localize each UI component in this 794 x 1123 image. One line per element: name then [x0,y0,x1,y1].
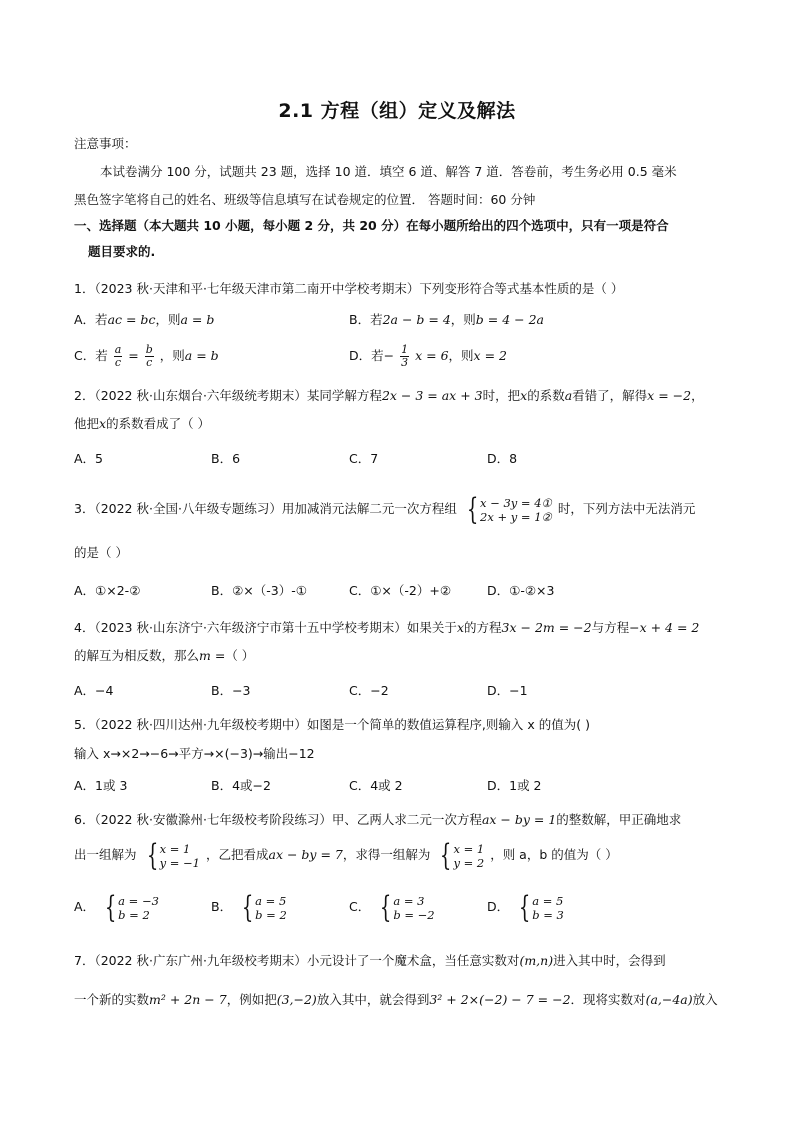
q3-option-a: A．①×2-② [74,583,141,598]
q5-option-a: A．1或 3 [74,778,128,793]
q7-stem-cont: 一个新的实数m² + 2n − 7，例如把(3,−2)放入其中，就会得到3² + 2×(−2) − 7 = −2．现将实数对(a,−4a)放入 [74,992,718,1007]
q5-flow: 输入 x→×2→−6→平方→×(−3)→输出−12 [74,746,315,761]
page-title: 2.1 方程（组）定义及解法 [278,100,516,122]
q3-stem-cont: 的是（ ） [74,545,128,560]
section-1-header: 一、选择题（本大题共 10 小题，每小题 2 分，共 20 分）在每小题所给出的四个选项中，只有一项是符合 [74,218,669,233]
q1-stem: 1．（2023 秋·天津和平·七年级天津市第二南开中学校考期末）下列变形符合等式基本性质的是（ ） [74,281,624,296]
q6-stem-cont: 出一组解为 { x = 1 y = −1 ，乙把看成ax − by = 7，求得一组解为 { x = 1 y = 2 ，则 a，b 的值为（ ） [74,837,618,873]
fraction: $\frac{a}{c}$ [114,343,122,369]
fraction: $\frac{b}{c}$ [145,343,153,369]
q4-stem-cont: 的解互为相反数，那么m =（ ） [74,648,255,663]
section-1-header-cont: 题目要求的. [88,244,156,259]
q5-stem: 5．（2022 秋·四川达州·九年级校考期中）如图是一个简单的数值运算程序,则输入 x 的值为( ) [74,717,590,732]
q1-option-a: A．若ac = bc，则a = b [74,312,215,327]
q3-option-c: C．①×（-2）+② [349,583,452,598]
equation-system: { a = 3 b = −2 [380,889,435,925]
q6-option-d: D． { a = 5 b = 3 [487,889,564,925]
equation-system: { a = 5 b = 3 [518,889,564,925]
q5-option-d: D．1或 2 [487,778,542,793]
q1-option-d: D．若− $\frac{1}{3}$ x = 6，则x = 2 [349,343,507,369]
q4-stem: 4．（2023 秋·山东济宁·六年级济宁市第十五中学校考期末）如果关于x的方程3x − 2m = −2与方程−x + 4 = 2 [74,620,700,635]
equation-system: { a = 5 b = 2 [241,889,287,925]
q1-option-b: B．若2a − b = 4，则b = 4 − 2a [349,312,544,327]
q1-option-c: C．若 $\frac{a}{c}$ = $\frac{b}{c}$ ，则a = b [74,343,219,369]
q7-stem: 7．（2022 秋·广东广州·九年级校考期末）小元设计了一个魔术盒，当任意实数对(m,n)进入其中时，会得到 [74,953,666,968]
q3-stem: 3．（2022 秋·全国·八年级专题练习）用加减消元法解二元一次方程组 { x − 3y = 4① 2x + y = 1② 时，下列方法中无法消元 [74,491,696,527]
q4-option-a: A．−4 [74,683,114,698]
q2-stem: 2．（2022 秋·山东烟台·六年级统考期末）某同学解方程2x − 3 = ax + 3时，把x的系数a看错了，解得x = −2， [74,388,704,403]
equation-system: { x = 1 y = −1 [146,837,200,873]
q2-option-a: A．5 [74,451,104,466]
q5-option-b: B．4或−2 [211,778,271,793]
q2-option-b: B．6 [211,451,241,466]
q4-option-c: C．−2 [349,683,389,698]
q2-option-c: C．7 [349,451,379,466]
equation-system: { a = −3 b = 2 [104,889,159,925]
notice-heading: 注意事项： [74,136,137,151]
q6-stem: 6．（2022 秋·安徽滁州·七年级校考阶段练习）甲、乙两人求二元一次方程ax − by = 1的整数解，甲正确地求 [74,812,682,827]
q3-option-b: B．②×（-3）-① [211,583,307,598]
q2-stem-cont: 他把x的系数看成了（ ） [74,416,211,431]
equation-system: { x = 1 y = 2 [440,837,485,873]
fraction: $\frac{1}{3}$ [401,343,409,369]
q5-option-c: C．4或 2 [349,778,403,793]
notice-line-2: 黑色签字笔将自己的姓名、班级等信息填写在试卷规定的位置． 答题时间：60 分钟 [74,192,536,207]
q4-option-b: B．−3 [211,683,251,698]
equation-system: { x − 3y = 4① 2x + y = 1② [466,491,552,527]
notice-line-1: 本试卷满分 100 分，试题共 23 题，选择 10 道．填空 6 道、解答 7 道．答卷前，考生务必用 0.5 毫米 [100,164,677,179]
q6-option-c: C． { a = 3 b = −2 [349,889,435,925]
q6-option-a: A． { a = −3 b = 2 [74,889,159,925]
q2-option-d: D．8 [487,451,518,466]
q6-option-b: B． { a = 5 b = 2 [211,889,287,925]
q4-option-d: D．−1 [487,683,528,698]
q3-option-d: D．①-②×3 [487,583,555,598]
